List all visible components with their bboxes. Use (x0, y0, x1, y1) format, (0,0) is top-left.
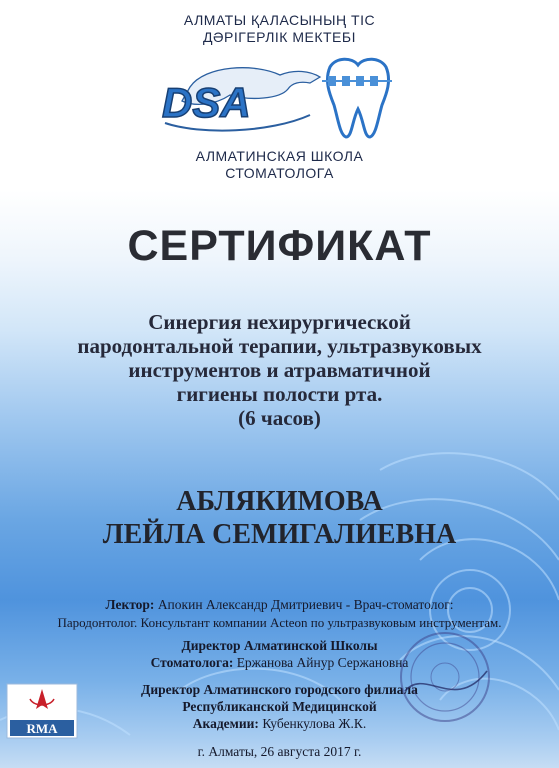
lector-details: Пародонтолог. Консультант компании Acteon по ультразвуковым инструментам. (57, 615, 502, 630)
lector-label: Лектор: (105, 597, 155, 612)
director2-name: Кубенкулова Ж.К. (262, 716, 367, 731)
director1-name: Ержанова Айнур Сержановна (236, 655, 409, 670)
director2-label: Академии: (192, 716, 259, 731)
course-line: инструментов и атравматичной (128, 358, 431, 382)
school-name-kz-line1: АЛМАТЫ ҚАЛАСЫНЫҢ ТІС (183, 12, 376, 28)
certificate-title: СЕРТИФИКАТ (127, 222, 432, 270)
course-hours: (6 часов) (238, 406, 321, 430)
course-line: пародонтальной терапии, ультразвуковых (77, 334, 482, 358)
place-date: г. Алматы, 26 августа 2017 г. (197, 744, 362, 759)
signature-mark (405, 671, 487, 691)
lector-line (0, 597, 559, 613)
director2-label-line2: Республиканской Медицинской (182, 699, 377, 714)
course-line: Синергия нехирургической (148, 310, 411, 334)
recipient-given-names: ЛЕЙЛА СЕМИГАЛИЕВНА (102, 519, 457, 550)
tooth-icon (327, 59, 388, 137)
lector-value: Апокин Александр Дмитриевич - Врач-стоматолог: (157, 597, 454, 612)
dsa-logo (160, 55, 400, 145)
school-name-ru-line2: СТОМАТОЛОГА (225, 165, 334, 181)
school-name-ru-line1: АЛМАТИНСКАЯ ШКОЛА (195, 148, 364, 164)
course-title (40, 310, 519, 430)
director1-label: Стоматолога: (150, 655, 234, 670)
recipient-surname: АБЛЯКИМОВА (176, 486, 383, 517)
recipient-name (0, 485, 559, 551)
director1-label-line1: Директор Алматинской Школы (181, 638, 378, 653)
school-name-kz-line2: ДӘРІГЕРЛІК МЕКТЕБІ (203, 29, 356, 45)
rma-logo (6, 683, 78, 739)
course-line: гигиены полости рта. (176, 382, 383, 406)
round-stamp (395, 627, 495, 727)
director2-label-line1: Директор Алматинского городского филиала (141, 682, 418, 697)
logo-text: DSA (162, 79, 251, 126)
rma-text: RMA (26, 721, 58, 736)
